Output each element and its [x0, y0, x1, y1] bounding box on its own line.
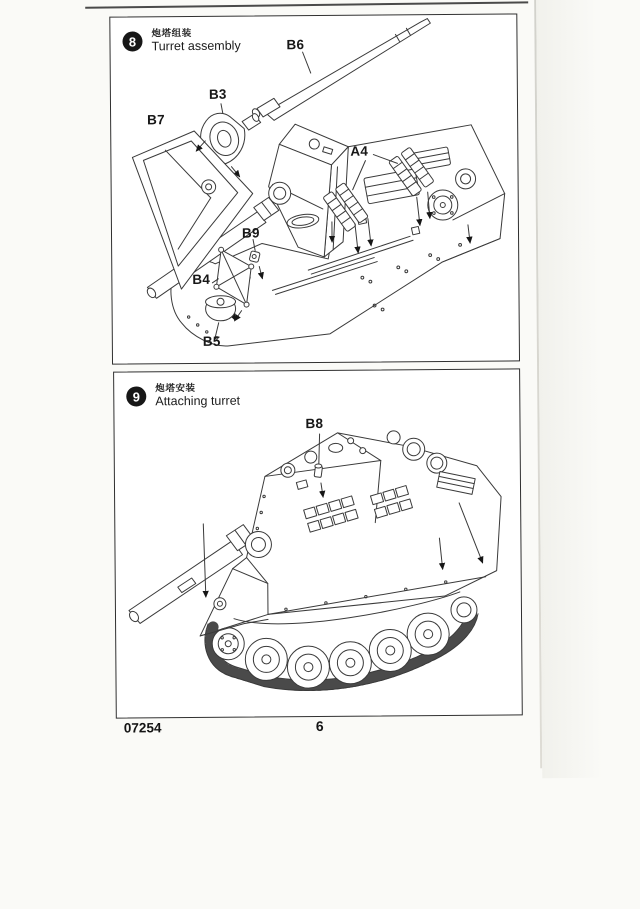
- step-8-illustration: [110, 14, 519, 363]
- kit-number: 07254: [124, 720, 162, 735]
- part-label-b7: B7: [147, 112, 165, 127]
- step-8-title-chinese: 炮塔组装: [151, 28, 240, 40]
- part-label-b3: B3: [209, 87, 227, 102]
- part-label-a4: A4: [350, 144, 368, 159]
- part-label-b5: B5: [203, 334, 221, 349]
- previous-section-border-line: [85, 1, 528, 8]
- step-9-number-badge: 9: [126, 387, 146, 407]
- part-label-b4: B4: [192, 272, 210, 287]
- part-label-b6: B6: [286, 37, 304, 52]
- step-8-titles: [151, 28, 240, 55]
- part-label-b9: B9: [242, 225, 260, 240]
- step-9-titles: [155, 383, 240, 410]
- page-gutter-shading: [536, 0, 640, 778]
- step-9-box: [113, 368, 523, 718]
- page-number: 6: [316, 718, 324, 734]
- step-8-number-badge: 8: [122, 32, 142, 52]
- step-8-header: [122, 28, 240, 55]
- step-9-title-english: Attaching turret: [155, 394, 240, 410]
- step-9-header: [126, 383, 240, 410]
- part-label-b8: B8: [305, 416, 323, 431]
- step-8-title-english: Turret assembly: [151, 39, 240, 55]
- step-9-title-chinese: 炮塔安装: [155, 383, 240, 395]
- step-8-box: [109, 13, 520, 364]
